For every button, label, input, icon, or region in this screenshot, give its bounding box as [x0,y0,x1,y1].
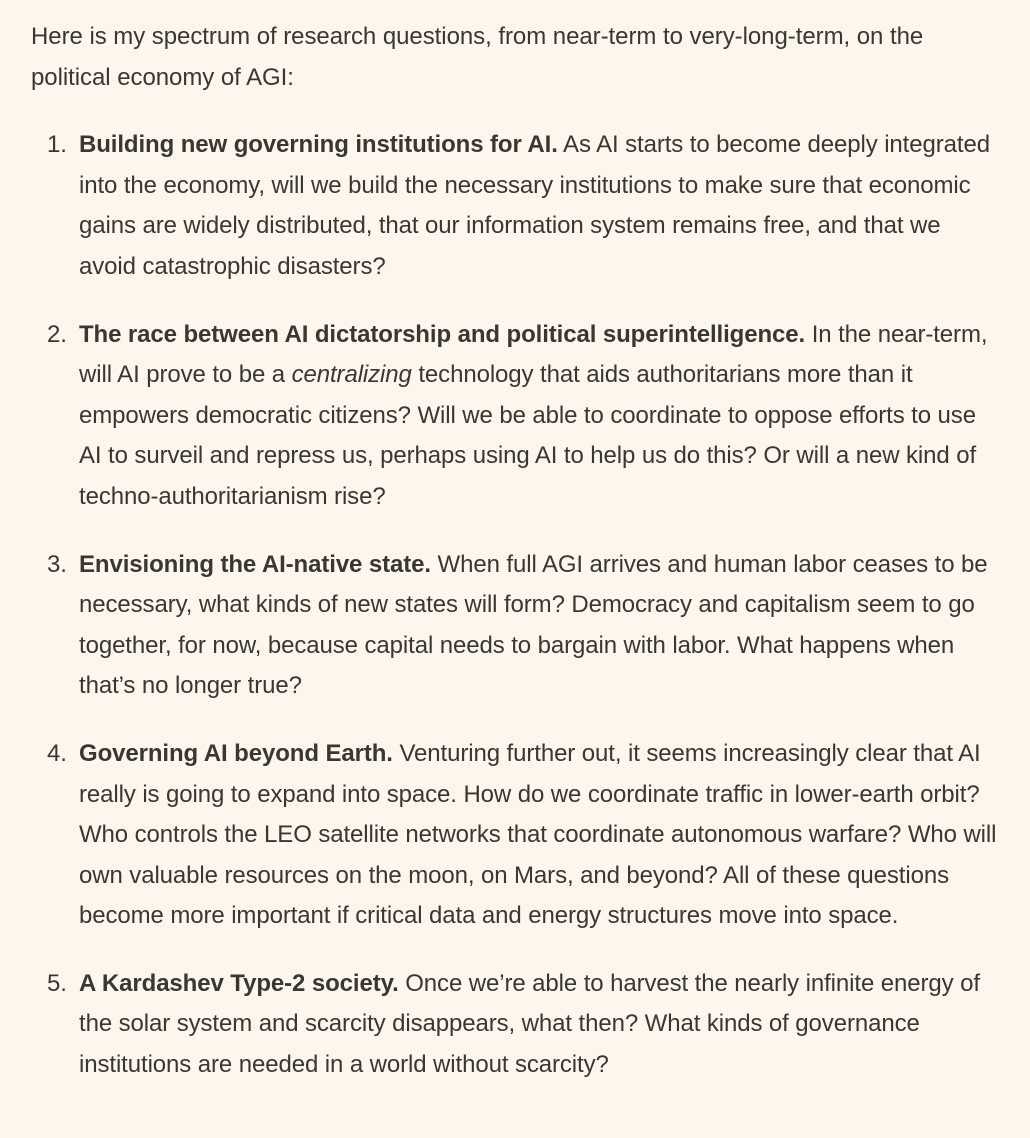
list-item-number: 5. [47,969,67,997]
intro-paragraph: Here is my spectrum of research questions, from near-term to very-long-term, on the political economy of AGI: [31,23,924,91]
list-item [31,964,1002,1086]
list-item-body: As AI starts to become deeply integrated into the economy, will we build the necessary institutions to make sure that economic gains are widely distributed, that our information system remains free, and that we avoid catastrophic disasters? [79,131,990,280]
list-item-title: The race between AI dictatorship and political superintelligence. [79,320,806,348]
list-item-number: 3. [47,550,67,578]
list-item-number: 2. [47,320,67,348]
list-item-body: technology that aids authoritarians more than it empowers democratic citizens? Will we be able to coordinate to oppose efforts to use AI to surveil and repress us, perhaps using AI to help us do this? Or will a new kind of techno-authoritarianism rise? [79,361,977,510]
list-item-body: Once we’re able to harvest the nearly infinite energy of the solar system and scarcity disappears, what then? What kinds of governance institutions are needed in a world without scarcity? [79,969,980,1079]
research-questions-list [31,125,1002,1085]
list-item [31,315,1002,518]
list-item-title: Envisioning the AI-native state. [79,550,431,578]
list-item-number: 1. [47,131,67,159]
list-item-title: Governing AI beyond Earth. [79,739,393,767]
list-item-title: A Kardashev Type-2 society. [79,969,399,997]
list-item [31,125,1002,287]
list-item-title: Building new governing institutions for AI. [79,131,558,159]
list-item-emphasis: centralizing [291,361,412,389]
list-item [31,545,1002,707]
list-item-body: In the near-term, will AI prove to be a [79,320,988,389]
list-item-body: When full AGI arrives and human labor ceases to be necessary, what kinds of new states will form? Democracy and capitalism seem to go together, for now, because capital needs to bargain with labor. What happens when that’s no longer true? [79,550,988,700]
list-item-number: 4. [47,739,67,767]
list-item-body: Venturing further out, it seems increasingly clear that AI really is going to expand into space. How do we coordinate traffic in lower-earth orbit? Who controls the LEO satellite networks that coordinate autonomous warfare? Who will own valuable resources on the moon, on Mars, and beyond? All of these questions become more important if critical data and energy structures move into space. [79,739,997,930]
list-item [31,734,1002,937]
